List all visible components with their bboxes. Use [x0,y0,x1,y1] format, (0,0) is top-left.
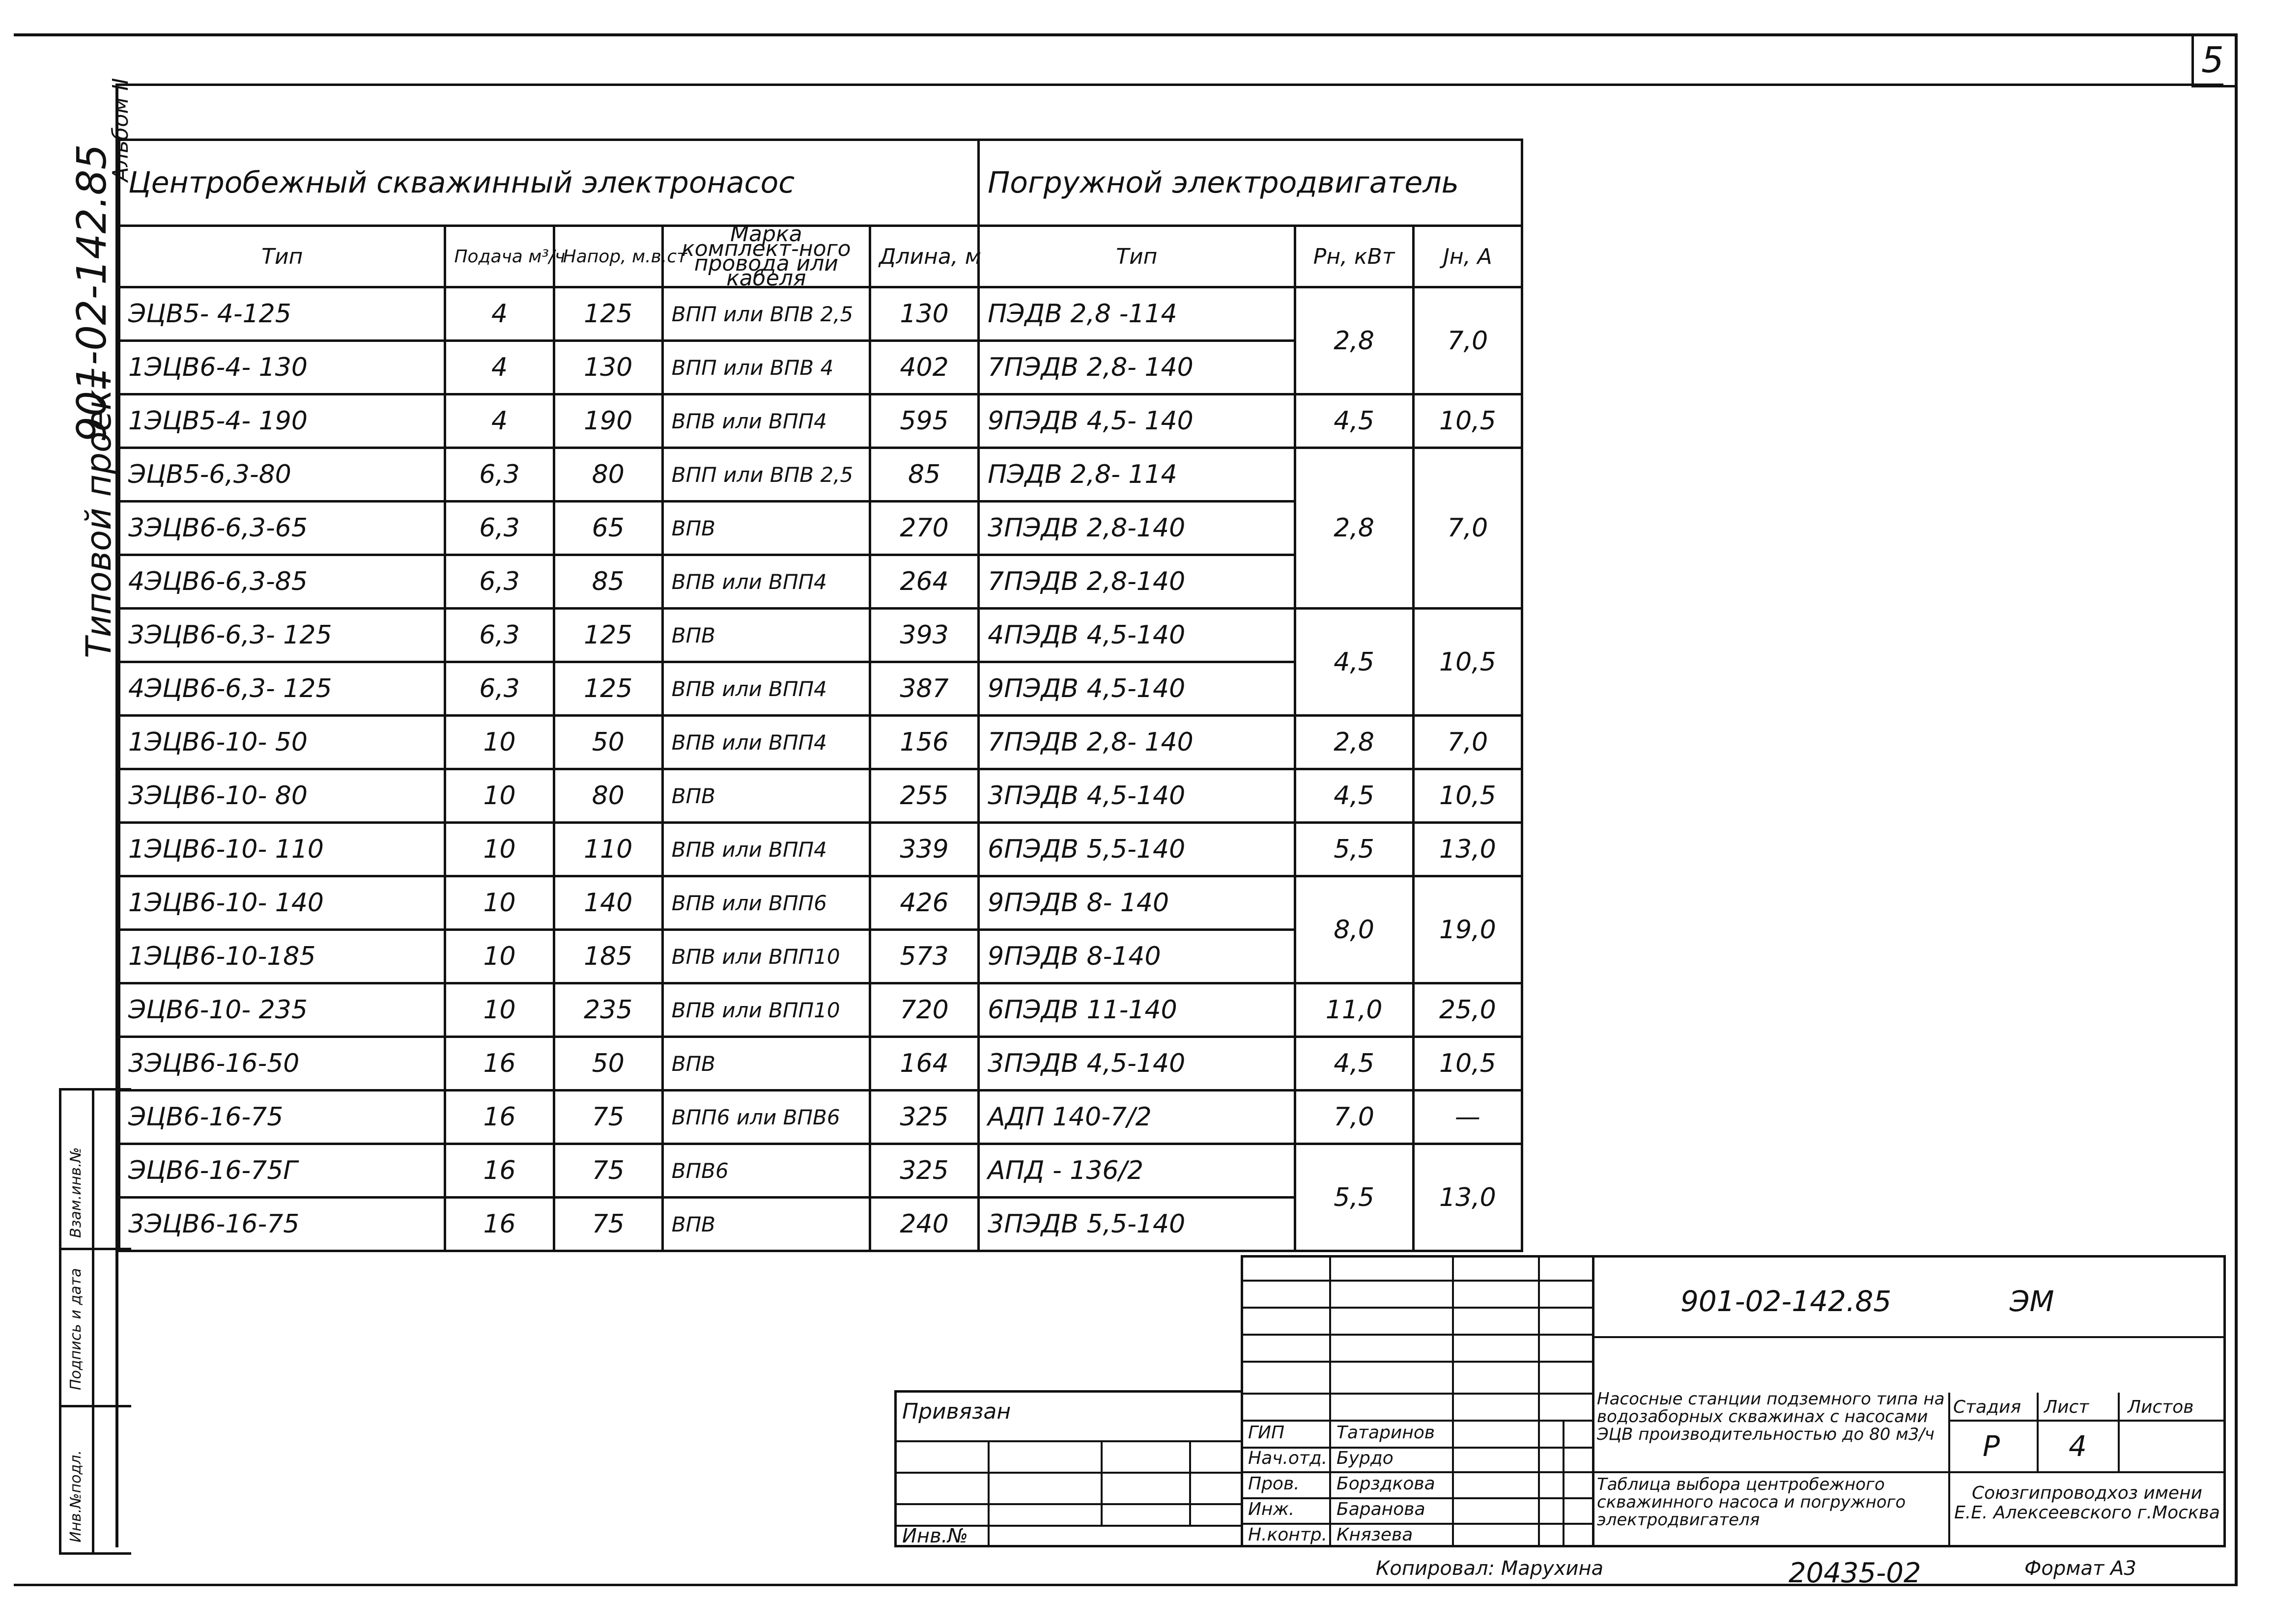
length-cell: 270 [870,502,978,555]
cable-cell: ВПВ [662,1037,870,1091]
pump-type-cell: 4ЭЦВ6-6,3-85 [119,555,445,609]
power-cell: 4,5 [1295,609,1413,716]
project-code-vertical: 901-02-142.85 [69,144,115,442]
stage-label: Стадия [1953,1397,2021,1417]
object-title: Насосные станции подземного типа на водозаборных скважинах с насосами ЭЦВ производительностью до 80 м3/ч [1597,1389,1945,1444]
sheets-label: Листов [2128,1397,2194,1417]
head-cell: 125 [554,609,662,662]
cable-cell: ВПВ или ВПП4 [662,662,870,716]
flow-cell: 4 [445,287,554,341]
current-cell: 10,5 [1413,1037,1522,1091]
motor-type-cell: АДП 140-7/2 [979,1091,1295,1144]
head-cell: 80 [554,448,662,502]
table-row [119,1037,1522,1091]
current-cell: 13,0 [1413,1144,1522,1251]
flow-cell: 16 [445,1091,554,1144]
power-cell: 2,8 [1295,448,1413,609]
col-cable: Марка комплект-ного провода или кабеля [662,226,870,287]
pump-type-cell: ЭЦВ5- 4-125 [119,287,445,341]
head-cell: 140 [554,876,662,930]
current-cell: — [1413,1091,1522,1144]
motor-type-cell: 3ПЭДВ 4,5-140 [979,1037,1295,1091]
length-cell: 85 [870,448,978,502]
head-cell: 80 [554,769,662,823]
cable-cell: ВПП или ВПВ 2,5 [662,448,870,502]
cable-cell: ВПВ или ВПП4 [662,555,870,609]
flow-cell: 6,3 [445,502,554,555]
pump-type-cell: ЭЦВ6-16-75 [119,1091,445,1144]
motor-type-cell: 3ПЭДВ 2,8-140 [979,502,1295,555]
col-head: Напор, м.в.ст [554,226,662,287]
pump-type-cell: 3ЭЦВ6-16-50 [119,1037,445,1091]
length-cell: 720 [870,983,978,1037]
flow-cell: 10 [445,716,554,769]
flow-cell: 10 [445,876,554,930]
flow-cell: 16 [445,1144,554,1198]
current-cell: 7,0 [1413,716,1522,769]
cable-cell: ВПВ или ВПП4 [662,823,870,876]
table-row [119,448,1522,502]
length-cell: 402 [870,341,978,394]
sheet-format: Формат А3 [2024,1557,2136,1580]
table-row [119,716,1522,769]
length-cell: 595 [870,394,978,448]
cable-cell: ВПП или ВПВ 4 [662,341,870,394]
organization: Союзгипроводхоз имени Е.Е. Алексеевского г.Москва [1954,1483,2220,1523]
table-row [119,769,1522,823]
head-cell: 75 [554,1144,662,1198]
head-cell: 50 [554,1037,662,1091]
cable-cell: ВПВ [662,769,870,823]
motor-type-cell: 9ПЭДВ 8- 140 [979,876,1295,930]
table-row [119,1091,1522,1144]
motor-type-cell: 4ПЭДВ 4,5-140 [979,609,1295,662]
side-inv-podl: Инв.№подл. [67,1450,85,1542]
pump-type-cell: 1ЭЦВ6-10- 50 [119,716,445,769]
doc-code: 901-02-142.85 [1680,1285,1892,1318]
privyazan-label: Привязан [902,1399,1011,1424]
cable-cell: ВПВ [662,1198,870,1251]
role-5: Н.контр. [1248,1525,1328,1545]
pump-type-cell: 1ЭЦВ6-4- 130 [119,341,445,394]
stage-value: Р [1983,1429,2000,1463]
head-cell: 190 [554,394,662,448]
flow-cell: 16 [445,1198,554,1251]
length-cell: 393 [870,609,978,662]
pump-type-cell: 3ЭЦВ6-6,3- 125 [119,609,445,662]
motor-type-cell: ПЭДВ 2,8 -114 [979,287,1295,341]
name-4: Баранова [1337,1499,1425,1519]
length-cell: 325 [870,1091,978,1144]
motor-type-cell: 7ПЭДВ 2,8-140 [979,555,1295,609]
side-vzam-inv: Взам.инв.№ [67,1147,85,1238]
flow-cell: 4 [445,341,554,394]
role-1: ГИП [1248,1423,1285,1443]
current-cell: 7,0 [1413,448,1522,609]
album-label: Альбом II [108,78,133,182]
current-cell: 10,5 [1413,394,1522,448]
head-cell: 85 [554,555,662,609]
current-cell: 19,0 [1413,876,1522,983]
name-2: Бурдо [1337,1448,1393,1468]
flow-cell: 10 [445,983,554,1037]
cable-cell: ВПВ или ВПП10 [662,983,870,1037]
power-cell: 4,5 [1295,1037,1413,1091]
length-cell: 426 [870,876,978,930]
pump-group-header: Центробежный скважинный электронасос [119,140,979,226]
selection-table [118,139,1523,1252]
motor-type-cell: 7ПЭДВ 2,8- 140 [979,716,1295,769]
length-cell: 240 [870,1198,978,1251]
flow-cell: 6,3 [445,555,554,609]
current-cell: 10,5 [1413,609,1522,716]
doc-mark: ЭМ [2010,1285,2054,1318]
sheet-title: Таблица выбора центробежного скважинного насоса и погружного электродвигателя [1597,1475,1906,1530]
col-power: Рн, кВт [1295,226,1413,287]
side-stamp [59,1088,131,1555]
role-3: Пров. [1248,1474,1300,1494]
head-cell: 75 [554,1091,662,1144]
flow-cell: 6,3 [445,448,554,502]
col-motor-type: Тип [979,226,1295,287]
cable-cell: ВПВ или ВПП6 [662,876,870,930]
project-type-vertical: Типовой проект [79,369,119,658]
col-length: Длина, м [870,226,978,287]
cable-cell: ВПВ [662,609,870,662]
motor-type-cell: 9ПЭДВ 4,5- 140 [979,394,1295,448]
role-2: Нач.отд. [1248,1448,1328,1468]
cable-cell: ВПВ или ВПП4 [662,716,870,769]
length-cell: 156 [870,716,978,769]
length-cell: 325 [870,1144,978,1198]
inv-no-label: Инв.№ [902,1525,968,1547]
flow-cell: 6,3 [445,609,554,662]
length-cell: 130 [870,287,978,341]
head-cell: 125 [554,662,662,716]
table-row [119,823,1522,876]
order-number: 20435-02 [1789,1557,1921,1589]
pump-type-cell: 3ЭЦВ6-6,3-65 [119,502,445,555]
cable-cell: ВПП или ВПВ 2,5 [662,287,870,341]
sheet-value: 4 [2069,1429,2087,1463]
table-row [119,983,1522,1037]
power-cell: 5,5 [1295,823,1413,876]
side-podpis-data: Подпись и дата [67,1268,85,1390]
power-cell: 11,0 [1295,983,1413,1037]
pump-type-cell: ЭЦВ5-6,3-80 [119,448,445,502]
cable-cell: ВПП6 или ВПВ6 [662,1091,870,1144]
inner-frame-top [115,84,2223,86]
length-cell: 164 [870,1037,978,1091]
current-cell: 25,0 [1413,983,1522,1037]
head-cell: 50 [554,716,662,769]
pump-type-cell: 1ЭЦВ6-10- 140 [119,876,445,930]
head-cell: 130 [554,341,662,394]
motor-type-cell: 3ПЭДВ 4,5-140 [979,769,1295,823]
role-4: Инж. [1248,1499,1295,1519]
head-cell: 185 [554,930,662,983]
pump-type-cell: 3ЭЦВ6-10- 80 [119,769,445,823]
page-number: 5 [2201,39,2224,81]
current-cell: 7,0 [1413,287,1522,394]
power-cell: 2,8 [1295,287,1413,394]
col-flow: Подача м³/ч [445,226,554,287]
motor-type-cell: АПД - 136/2 [979,1144,1295,1198]
motor-type-cell: 3ПЭДВ 5,5-140 [979,1198,1295,1251]
col-current: Jн, А [1413,226,1522,287]
pump-type-cell: ЭЦВ6-16-75Г [119,1144,445,1198]
name-5: Князева [1337,1525,1413,1545]
pump-type-cell: 4ЭЦВ6-6,3- 125 [119,662,445,716]
copied-by: Копировал: Марухина [1376,1557,1604,1580]
table-row [119,609,1522,662]
power-cell: 4,5 [1295,394,1413,448]
length-cell: 264 [870,555,978,609]
motor-type-cell: 6ПЭДВ 11-140 [979,983,1295,1037]
pump-type-cell: ЭЦВ6-10- 235 [119,983,445,1037]
flow-cell: 10 [445,930,554,983]
flow-cell: 10 [445,769,554,823]
power-cell: 5,5 [1295,1144,1413,1251]
table-row [119,876,1522,930]
motor-type-cell: 6ПЭДВ 5,5-140 [979,823,1295,876]
name-3: Борздкова [1337,1474,1435,1494]
cable-cell: ВПВ [662,502,870,555]
flow-cell: 10 [445,823,554,876]
head-cell: 75 [554,1198,662,1251]
current-cell: 10,5 [1413,769,1522,823]
length-cell: 387 [870,662,978,716]
power-cell: 2,8 [1295,716,1413,769]
motor-group-header: Погружной электродвигатель [979,140,1522,226]
motor-type-cell: 9ПЭДВ 4,5-140 [979,662,1295,716]
flow-cell: 6,3 [445,662,554,716]
pump-type-cell: 1ЭЦВ5-4- 190 [119,394,445,448]
name-1: Татаринов [1337,1423,1435,1443]
cable-cell: ВПВ или ВПП10 [662,930,870,983]
table-row [119,287,1522,341]
pump-type-cell: 1ЭЦВ6-10-185 [119,930,445,983]
col-pump-type: Тип [119,226,445,287]
motor-type-cell: 7ПЭДВ 2,8- 140 [979,341,1295,394]
power-cell: 8,0 [1295,876,1413,983]
length-cell: 339 [870,823,978,876]
head-cell: 110 [554,823,662,876]
pump-type-cell: 3ЭЦВ6-16-75 [119,1198,445,1251]
current-cell: 13,0 [1413,823,1522,876]
table-row [119,1144,1522,1198]
cable-cell: ВПВ6 [662,1144,870,1198]
power-cell: 7,0 [1295,1091,1413,1144]
cable-cell: ВПВ или ВПП4 [662,394,870,448]
motor-type-cell: 9ПЭДВ 8-140 [979,930,1295,983]
pump-type-cell: 1ЭЦВ6-10- 110 [119,823,445,876]
power-cell: 4,5 [1295,769,1413,823]
flow-cell: 16 [445,1037,554,1091]
head-cell: 65 [554,502,662,555]
table-row [119,394,1522,448]
flow-cell: 4 [445,394,554,448]
head-cell: 235 [554,983,662,1037]
length-cell: 255 [870,769,978,823]
sheet-label: Лист [2044,1397,2089,1417]
length-cell: 573 [870,930,978,983]
motor-type-cell: ПЭДВ 2,8- 114 [979,448,1295,502]
head-cell: 125 [554,287,662,341]
